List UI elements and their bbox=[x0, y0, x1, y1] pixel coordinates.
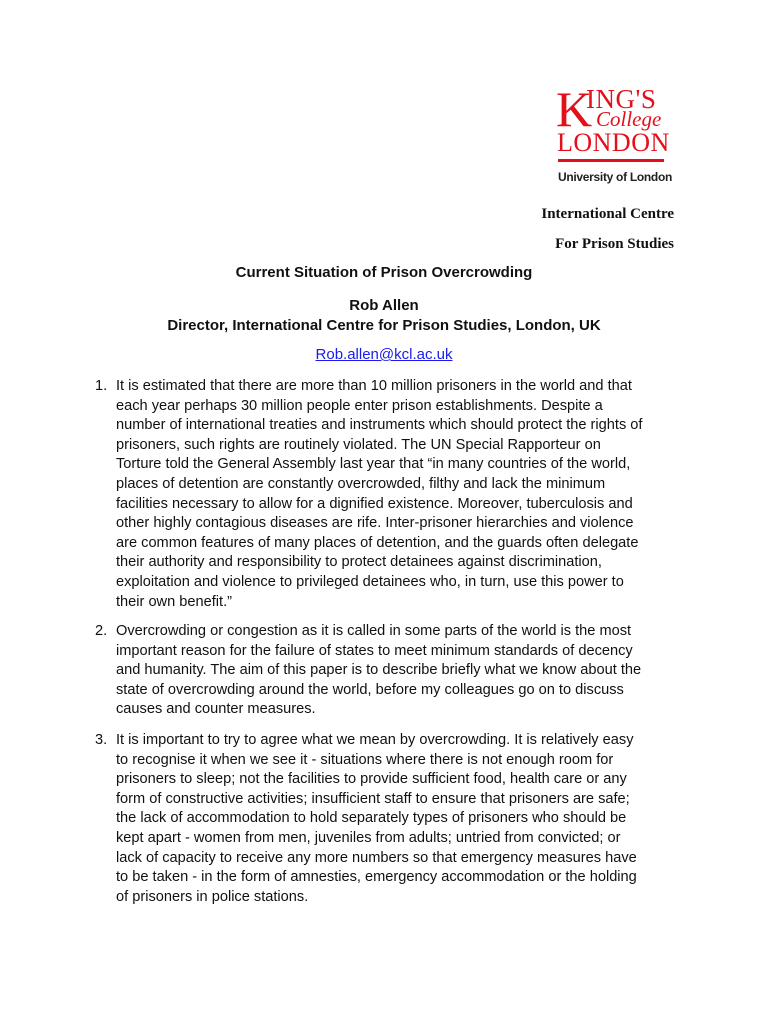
paragraph-line: prisoners, such rights are routinely violated. The UN Special Rapporteur on bbox=[116, 436, 601, 453]
paragraph-line: Overcrowding or congestion as it is called in some parts of the world is the most bbox=[116, 623, 632, 639]
paragraph-line: their own benefit.” bbox=[116, 593, 233, 610]
author-name: Rob Allen bbox=[349, 297, 419, 314]
logo-university: University of London bbox=[558, 170, 673, 184]
email-container bbox=[0, 346, 768, 363]
paragraph-line: number of international treaties and instruments which should protect the rights of bbox=[116, 417, 643, 434]
paragraph-line: of prisoners in police stations. bbox=[116, 888, 309, 905]
logo-rule bbox=[558, 159, 664, 162]
paragraph-line: places of detention are constantly overcrowded, filthy and lack the minimum bbox=[116, 475, 606, 492]
document-title: Current Situation of Prison Overcrowding bbox=[235, 264, 533, 281]
paragraph-line: Torture told the General Assembly last year that “in many countries of the world, bbox=[116, 456, 631, 473]
numbered-paragraph bbox=[95, 622, 685, 720]
logo-london: LONDON bbox=[557, 128, 670, 157]
paragraph-line: facilities necessary to allow for a dignified existence. Moreover, tuberculosis and bbox=[116, 495, 633, 512]
paragraph-line: causes and counter measures. bbox=[116, 701, 316, 718]
paragraph-line: and humanity. The aim of this paper is to describe briefly what we know about the bbox=[116, 662, 642, 679]
paragraph-line: exploitation and violence to privileged detainees who, in turn, use this power to bbox=[116, 573, 624, 590]
paragraph-line: prisoners to sleep; not the facilities to provide sufficient food, health care or any bbox=[116, 771, 627, 788]
paragraph-number: 3. bbox=[95, 732, 108, 748]
paragraph-line: important reason for the failure of states to meet minimum standards of decency bbox=[116, 642, 633, 659]
paragraph-line: form of constructive activities; insufficient staff to ensure that prisoners are safe; bbox=[116, 790, 630, 807]
paragraph-line: are common features of many places of detention, and the guards often delegate bbox=[116, 534, 639, 551]
paragraph-body bbox=[116, 377, 685, 612]
logo-ings: ING'S bbox=[586, 84, 657, 114]
paragraph-line: their authority and responsibility to protect detainees against discrimination, bbox=[116, 554, 602, 571]
paragraph-line: It is estimated that there are more than 10 million prisoners in the world and that bbox=[116, 378, 632, 394]
paragraph-line: state of overcrowding around the world, before my colleagues go on to discuss bbox=[116, 681, 624, 698]
paragraph-line: to recognise it when we see it - situations where there is not enough room for bbox=[116, 751, 614, 768]
paragraph-line: the lack of accommodation to hold separately types of prisoners who should be bbox=[116, 810, 627, 827]
logo-k: K bbox=[556, 81, 593, 137]
author-affiliation: Director, International Centre for Prison Studies, London, UK bbox=[167, 317, 601, 334]
paragraph-line: It is important to try to agree what we mean by overcrowding. It is relatively easy bbox=[116, 732, 634, 748]
paragraph-number: 2. bbox=[95, 623, 108, 639]
paragraph-line: each year perhaps 30 million people enter prison establishments. Despite a bbox=[116, 397, 603, 414]
paragraph-body bbox=[116, 622, 685, 720]
email-link[interactable]: Rob.allen@kcl.ac.uk bbox=[315, 346, 453, 363]
paragraph-body bbox=[116, 731, 685, 907]
logo-college: College bbox=[596, 107, 662, 131]
numbered-paragraph bbox=[95, 731, 685, 907]
paragraph-line: lack of capacity to receive any more numbers so that emergency measures have bbox=[116, 849, 637, 866]
centre-name-line1: International Centre bbox=[541, 206, 674, 222]
paragraph-line: to be taken - in the form of amnesties, emergency accommodation or the holding bbox=[116, 869, 637, 886]
paragraph-number: 1. bbox=[95, 378, 108, 394]
numbered-paragraph bbox=[95, 377, 685, 612]
paragraph-line: other highly contagious diseases are rife. Inter-prisoner hierarchies and violence bbox=[116, 515, 634, 532]
paragraph-line: kept apart - women from men, juveniles from adults; untried from convicted; or bbox=[116, 829, 621, 846]
centre-name-line2: For Prison Studies bbox=[555, 236, 674, 252]
